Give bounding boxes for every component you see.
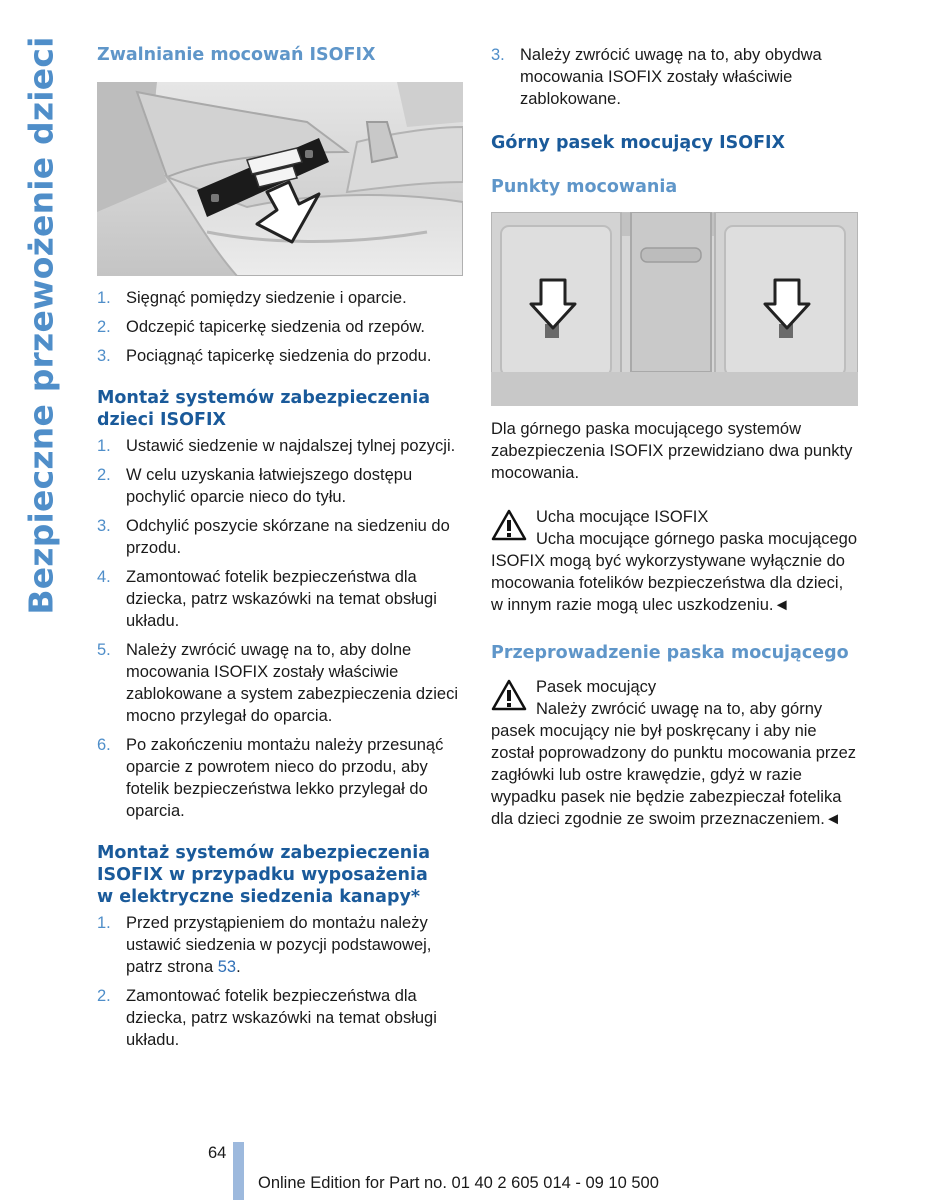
- step-text: Sięgnąć pomiędzy siedzenie i oparcie.: [126, 289, 407, 307]
- step-number: 1.: [97, 289, 111, 307]
- step-text: Zamontować fotelik bezpieczeństwa dla dziecka, patrz wskazówki na temat obsługi układu.: [126, 987, 437, 1049]
- release-steps-continued: [491, 44, 858, 110]
- right-column: [491, 44, 858, 830]
- step-number: 4.: [97, 568, 111, 586]
- heading-top-tether: Górny pasek mocujący ISOFIX: [491, 133, 786, 153]
- step-text: Pociągnąć tapicerkę siedzenia do przodu.: [126, 347, 432, 365]
- heading-mount-isofix-electric: Montaż systemów zabezpieczenia ISOFIX w przypadku wyposażenia w elektryczne siedzenia kanapy*: [97, 843, 431, 907]
- step-number: 2.: [97, 318, 111, 336]
- mount-steps-list: [97, 435, 463, 822]
- footer-accent-bar: [233, 1142, 244, 1200]
- list-item: [97, 345, 463, 367]
- step-text: Ustawić siedzenie w najdalszej tylnej pozycji.: [126, 437, 456, 455]
- list-item: [97, 985, 463, 1051]
- list-item: [491, 44, 858, 110]
- step-text: W celu uzyskania łatwiejszego dostępu pochylić oparcie nieco do tyłu.: [126, 466, 413, 506]
- seat-release-photo: [97, 82, 463, 276]
- step-text: Odchylić poszycie skórzane na siedzeniu do przodu.: [126, 517, 450, 557]
- step-number: 3.: [97, 517, 111, 535]
- warning-strap: [491, 676, 858, 830]
- step-text: Zamontować fotelik bezpieczeństwa dla dziecka, patrz wskazówki na temat obsługi układu.: [126, 568, 437, 630]
- list-item: [97, 287, 463, 309]
- electric-steps-list: [97, 912, 463, 1051]
- step-text: Odczepić tapicerkę siedzenia od rzepów.: [126, 318, 425, 336]
- list-item: [97, 316, 463, 338]
- left-column: [97, 44, 463, 1058]
- list-item: [97, 515, 463, 559]
- heading-mount-isofix: Montaż systemów zabezpieczenia dzieci ISOFIX: [97, 388, 431, 430]
- warning-icon: [491, 679, 527, 711]
- step-text-body: Przed przystąpieniem do montażu należy ustawić siedzenia w pozycji podstawowej, patrz strona: [126, 914, 432, 976]
- heading-release-isofix: Zwalnianie mocowań ISOFIX: [97, 45, 376, 65]
- step-number: 1.: [97, 437, 111, 455]
- list-item: [97, 912, 463, 978]
- step-number: 5.: [97, 641, 111, 659]
- edition-note: Online Edition for Part no. 01 40 2 605 014 - 09 10 500: [258, 1174, 659, 1192]
- step-text: Po zakończeniu montażu należy przesunąć oparcie z powrotem nieco do przodu, aby fotelik bezpieczeństwa lekko przylegał do oparcia.: [126, 736, 444, 820]
- warning-anchor-eyes: [491, 506, 858, 616]
- step-number: 3.: [97, 347, 111, 365]
- warning-icon: [491, 509, 527, 541]
- anchor-points-photo: [491, 212, 858, 406]
- warning-title: Ucha mocujące ISOFIX: [536, 508, 709, 526]
- step-number: 6.: [97, 736, 111, 754]
- warning-title: Pasek mocujący: [536, 678, 657, 696]
- warning-body: Ucha mocujące górnego paska mocującego ISOFIX mogą być wykorzystywane wyłącznie do mocowania fotelików bezpieczeństwa dla dzieci, w innym razie mogą ulec uszkodzeniu.◄: [491, 530, 858, 614]
- step-number: 1.: [97, 914, 111, 932]
- list-item: [97, 566, 463, 632]
- step-number: 2.: [97, 466, 111, 484]
- list-item: [97, 435, 463, 457]
- warning-body: Należy zwrócić uwagę na to, aby górny pasek mocujący nie był poskręcany i aby nie został poprowadzony do punktu mocowania przez zagłówki lub ostre krawędzie, gdyż w razie wypadku pasek nie będzie zabezpieczał fotelika dla dzieci zgodnie ze swoim przeznaczeniem.◄: [491, 700, 857, 828]
- step-text-end: .: [236, 958, 241, 976]
- step-text: [126, 912, 463, 978]
- heading-strap-routing: Przeprowadzenie paska mocującego: [491, 643, 849, 663]
- page-reference-link[interactable]: 53: [217, 958, 237, 976]
- release-steps-list: [97, 287, 463, 367]
- page-number: 64: [208, 1144, 227, 1162]
- anchor-points-text: Dla górnego paska mocującego systemów zabezpieczenia ISOFIX przewidziano dwa punkty mocowania.: [491, 420, 853, 482]
- step-number: 2.: [97, 987, 111, 1005]
- step-number: 3.: [491, 46, 505, 64]
- side-chapter-title: [18, 35, 64, 615]
- list-item: [97, 464, 463, 508]
- list-item: [97, 639, 463, 727]
- step-text: Należy zwrócić uwagę na to, aby obydwa mocowania ISOFIX zostały właściwie zablokowane.: [520, 46, 822, 108]
- heading-anchor-points: Punkty mocowania: [491, 177, 678, 197]
- side-chapter-title-text: Bezpieczne przewożenie dzieci: [21, 35, 61, 615]
- list-item: [97, 734, 463, 822]
- step-text: Należy zwrócić uwagę na to, aby dolne mocowania ISOFIX zostały właściwie zablokowane a system zabezpieczenia dzieci mocno przylegał do oparcia.: [126, 641, 459, 725]
